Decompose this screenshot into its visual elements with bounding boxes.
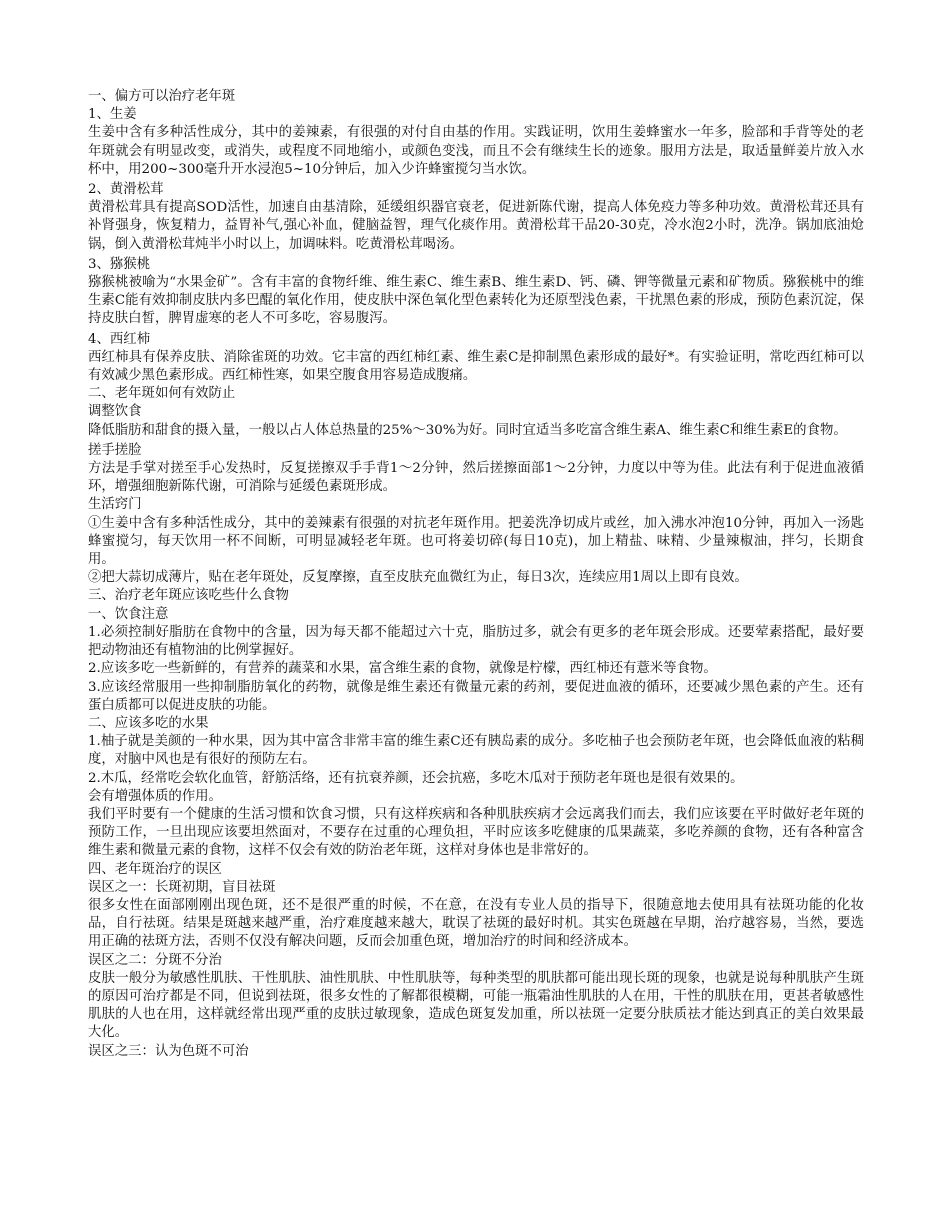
subheading: 调整饮食 xyxy=(88,404,142,420)
paragraph: ①生姜中含有多种活性成分，其中的姜辣素有很强的对抗老年斑作用。把姜洗净切成片或丝，加入沸水冲泡10分钟，再加入一汤匙蜂蜜搅匀，每天饮用一杯不间断，可明显减轻老年斑。也可将姜切碎(每日10克)，加上精盐、味精、少量辣椒油，拌匀，长期食用。 xyxy=(88,515,864,568)
paragraph: 1.柚子就是美颜的一种水果，因为其中富含非常丰富的维生素C还有胰岛素的成分。多吃柚子也会预防老年斑，也会降低血液的粘稠度，对脑中风也是有很好的预防左右。 xyxy=(88,734,864,768)
subheading: 二、应该多吃的水果 xyxy=(88,715,209,731)
paragraph: 2.木瓜，经常吃会软化血管，舒筋活络，还有抗衰养颜，还会抗癌，多吃木瓜对于预防老年斑也是很有效果的。 xyxy=(88,770,744,786)
paragraph: 降低脂肪和甜食的摄入量，一般以占人体总热量的25%～30%为好。同时宜适当多吃富含维生素A、维生素C和维生素E的食物。 xyxy=(88,422,847,438)
paragraph: 1.必须控制好脂肪在食物中的含量，因为每天都不能超过六十克，脂肪过多，就会有更多的老年斑会形成。还要荤素搭配，最好要把动物油还有植物油的比例掌握好。 xyxy=(88,624,864,659)
paragraph: 方法是手掌对搓至手心发热时，反复搓擦双手手背1～2分钟，然后搓擦面部1～2分钟，力度以中等为佳。此法有利于促进血液循环，增强细胞新陈代谢，可消除与延缓色素斑形成。 xyxy=(88,461,864,495)
subheading: 误区之二：分斑不分治 xyxy=(88,952,222,968)
section-heading: 一、偏方可以治疗老年斑 xyxy=(88,89,236,104)
subheading: 生活窍门 xyxy=(88,497,142,513)
section-heading: 二、老年斑如何有效防止 xyxy=(88,386,236,402)
section-heading: 四、老年斑治疗的误区 xyxy=(88,861,222,877)
subheading: 误区之三：认为色斑不可治 xyxy=(88,1043,249,1059)
subheading: 4、西红柿 xyxy=(88,331,151,347)
document-page xyxy=(88,88,864,1061)
subheading: 3、猕猴桃 xyxy=(88,256,151,272)
paragraph: 猕猴桃被喻为“水果金矿”。含有丰富的食物纤维、维生素C、维生素B、维生素D、钙、磷、钾等微量元素和矿物质。猕猴桃中的维生素C能有效抑制皮肤内多巴醌的氧化作用，使皮肤中深色氧化型色素转化为还原型浅色素，干扰黑色素的形成，预防色素沉淀，保持皮肤白皙，脾胃虚寒的老人不可多吃，容易腹泻。 xyxy=(88,275,864,327)
paragraph: 皮肤一般分为敏感性肌肤、干性肌肤、油性肌肤、中性肌肤等，每种类型的肌肤都可能出现长斑的现象，也就是说每种肌肤产生斑的原因可治疗都是不同，但说到祛斑，很多女性的了解都很模糊，可能一瓶霜油性肌肤的人在用，干性的肌肤在用，更甚者敏感性肌肤的人也在用，这样就经常出现严重的皮肤过敏现象，造成色斑复发加重，所以祛斑一定要分肤质祛才能达到真正的美白效果最大化。 xyxy=(88,970,864,1041)
paragraph: ②把大蒜切成薄片，贴在老年斑处，反复摩擦，直至皮肤充血微红为止，每日3次，连续应用1周以上即有良效。 xyxy=(88,570,748,586)
subheading: 1、生姜 xyxy=(88,107,137,123)
paragraph: 2.应该多吃一些新鲜的，有营养的蔬菜和水果，富含维生素的食物，就像是柠檬，西红柿还有薏米等食物。 xyxy=(88,661,717,677)
paragraph: 生姜中含有多种活性成分，其中的姜辣素，有很强的对付自由基的作用。实践证明，饮用生姜蜂蜜水一年多，脸部和手背等处的老年斑就会有明显改变，或消失，或程度不同地缩小，或颜色变浅，而且不会有继续生长的迹象。服用方法是，取适量鲜姜片放入水杯中，用200~300毫升开水浸泡5~10分钟后，加入少许蜂蜜搅匀当水饮。 xyxy=(88,125,864,177)
subheading: 误区之一：长斑初期，盲目祛斑 xyxy=(88,879,276,895)
paragraph: 我们平时要有一个健康的生活习惯和饮食习惯，只有这样疾病和各种肌肤疾病才会远离我们而去，我们应该要在平时做好老年斑的预防工作，一旦出现应该要坦然面对，不要存在过重的心理负担，平时应该多吃健康的瓜果蔬菜，多吃养颜的食物，还有各种富含维生素和微量元素的食物，这样不仅会有效的防治老年斑，这样对身体也是非常好的。 xyxy=(88,806,864,859)
section-heading: 三、治疗老年斑应该吃些什么食物 xyxy=(88,588,289,604)
subheading: 搓手搓脸 xyxy=(88,442,142,458)
subheading: 2、黄滑松茸 xyxy=(88,182,164,198)
subheading: 一、饮食注意 xyxy=(88,606,169,622)
paragraph: 西红柿具有保养皮肤、消除雀斑的功效。它丰富的西红柿红素、维生素C是抑制黑色素形成的最好*。有实验证明，常吃西红柿可以有效减少黑色素形成。西红柿性寒，如果空腹食用容易造成腹痛。 xyxy=(88,349,864,384)
paragraph: 会有增强体质的作用。 xyxy=(88,788,222,804)
paragraph: 很多女性在面部刚刚出现色斑，还不是很严重的时候，不在意，在没有专业人员的指导下，很随意地去使用具有祛斑功能的化妆品，自行祛斑。结果是斑越来越严重，治疗难度越来越大，耽误了祛斑的最好时机。其实色斑越在早期，治疗越容易，当然，要选用正确的祛斑方法，否则不仅没有解决问题，反而会加重色斑，增加治疗的时间和经济成本。 xyxy=(88,897,864,950)
paragraph: 3.应该经常服用一些抑制脂肪氧化的药物，就像是维生素还有微量元素的药剂，要促进血液的循环，还要减少黑色素的产生。还有蛋白质都可以促进皮肤的功能。 xyxy=(88,679,864,713)
paragraph: 黄滑松茸具有提高SOD活性，加速自由基清除，延缓组织器官衰老，促进新陈代谢，提高人体免疫力等多种功效。黄滑松茸还具有补肾强身，恢复精力，益胃补气,强心补血，健脑益智，理气化痰作用。黄滑松茸干品20-30克，冷水泡2小时，洗净。锅加底油炝锅，倒入黄滑松茸炖半小时以上，加调味料。吃黄滑松茸喝汤。 xyxy=(88,200,864,252)
